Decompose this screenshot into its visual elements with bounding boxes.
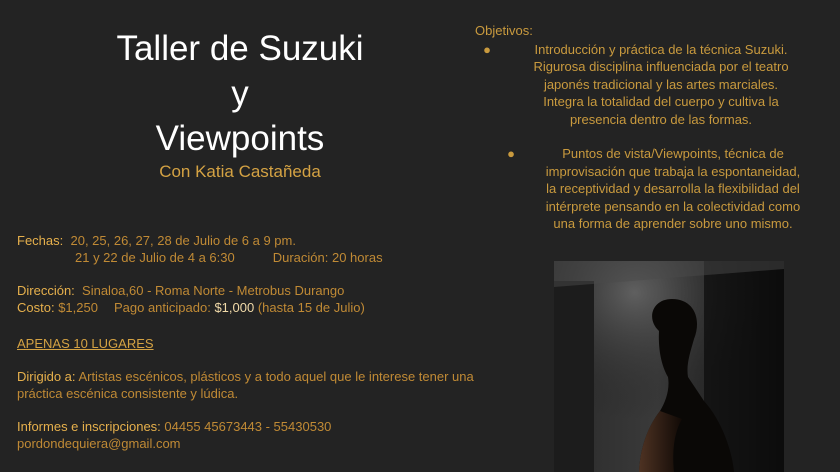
dates-line-2: 21 y 22 de Julio de 4 a 6:30: [75, 250, 235, 265]
performer-silhouette-icon: [554, 261, 784, 472]
objective-2-line: Puntos de vista/Viewpoints, técnica de: [562, 146, 784, 161]
dates-label: Fechas:: [17, 233, 64, 248]
audience-line-2: práctica escénica consistente y lúdica.: [17, 386, 239, 401]
title-line-2: y: [231, 74, 249, 113]
poster-title: [60, 26, 420, 161]
title-line-3: Viewpoints: [155, 119, 325, 158]
objective-2-line: improvisación que trabaja la espontaneidad,: [545, 163, 801, 179]
objective-2-line: una forma de aprender sobre uno mismo.: [553, 216, 793, 231]
cost-value: $1,250: [58, 300, 98, 315]
objective-2-line: intérprete pensando en la colectividad como: [545, 198, 801, 214]
contact-phones: 04455 45673443 - 55430530: [164, 419, 332, 434]
objective-item-suzuki: [475, 41, 825, 129]
prepay-value: $1,000: [214, 300, 255, 315]
performer-photo: [554, 261, 784, 472]
spots-notice: APENAS 10 LUGARES: [17, 336, 154, 351]
objectives-heading: Objetivos:: [475, 23, 533, 38]
audience-label: Dirigido a:: [17, 369, 76, 384]
objective-1-line: Rigurosa disciplina influenciada por el teatro: [533, 59, 789, 74]
objective-item-viewpoints: [475, 145, 825, 233]
contact-email[interactable]: pordondequiera@gmail.com: [17, 436, 181, 451]
contact-label: Informes e inscripciones:: [17, 419, 161, 434]
prepay-label: Pago anticipado:: [113, 300, 211, 315]
objectives-block: [475, 22, 825, 233]
objective-1-line: Integra la totalidad del cuerpo y cultiva la: [543, 94, 779, 109]
contact-block: [17, 418, 331, 452]
address-value: Sinaloa,60 - Roma Norte - Metrobus Durango: [82, 283, 345, 298]
audience-line-1: Artistas escénicos, plásticos y a todo aquel que le interese tener una: [78, 369, 474, 384]
dates-block: [17, 232, 383, 266]
bullet-icon: ●: [483, 41, 491, 57]
dates-line-1: 20, 25, 26, 27, 28 de Julio de 6 a 9 pm.: [70, 233, 296, 248]
objective-2-line: la receptividad y desarrolla la flexibilidad del: [546, 181, 800, 196]
objective-1-line: japonés tradicional y las artes marciales.: [543, 76, 779, 92]
objective-1-line: presencia dentro de las formas.: [569, 111, 753, 127]
audience-block: [17, 368, 474, 402]
prepay-note: (hasta 15 de Julio): [257, 300, 365, 315]
address-cost-block: [17, 282, 365, 316]
duration-text: Duración: 20 horas: [272, 250, 383, 265]
cost-label: Costo:: [17, 300, 55, 315]
title-line-1: Taller de Suzuki: [116, 29, 364, 68]
bullet-icon: ●: [507, 146, 515, 161]
objective-1-line: Introducción y práctica de la técnica Suzuki.: [534, 41, 788, 57]
address-label: Dirección:: [17, 283, 75, 298]
instructor-name: Con Katia Castañeda: [159, 162, 321, 181]
